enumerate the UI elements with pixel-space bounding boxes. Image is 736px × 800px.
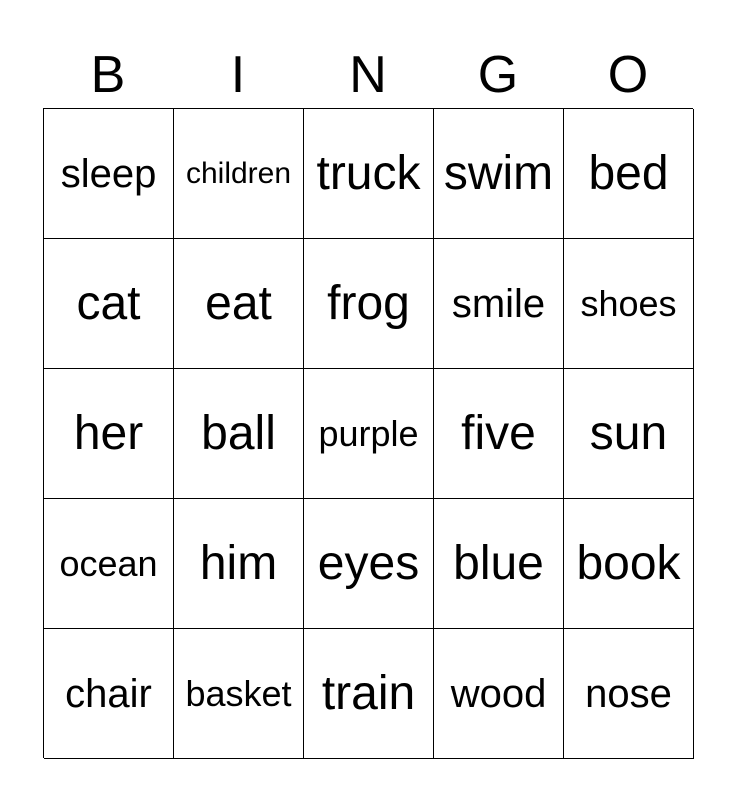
bingo-cell: children [174,109,304,239]
bingo-cell: ball [174,369,304,499]
bingo-cell: bed [564,109,694,239]
header-letter-b: B [90,46,126,104]
bingo-cell: eat [174,239,304,369]
bingo-cell: smile [434,239,564,369]
bingo-cell: ocean [44,499,174,629]
bingo-cell: wood [434,629,564,759]
bingo-cell: sleep [44,109,174,239]
bingo-cell: chair [44,629,174,759]
bingo-cell: five [434,369,564,499]
bingo-header [43,42,693,108]
bingo-cell: him [174,499,304,629]
bingo-cell: cat [44,239,174,369]
header-letter-g: G [477,46,519,104]
bingo-cell: frog [304,239,434,369]
bingo-cell: sun [564,369,694,499]
bingo-cell: shoes [564,239,694,369]
header-letter-n: N [349,46,387,104]
bingo-cell: her [44,369,174,499]
bingo-cell: blue [434,499,564,629]
bingo-cell: basket [174,629,304,759]
bingo-cell: truck [304,109,434,239]
header-letter-o: O [607,46,649,104]
bingo-cell: nose [564,629,694,759]
bingo-board [43,108,693,758]
bingo-cell: train [304,629,434,759]
bingo-cell: purple [304,369,434,499]
bingo-cell: eyes [304,499,434,629]
header-letter-i: I [230,46,246,104]
bingo-cell: book [564,499,694,629]
bingo-cell: swim [434,109,564,239]
